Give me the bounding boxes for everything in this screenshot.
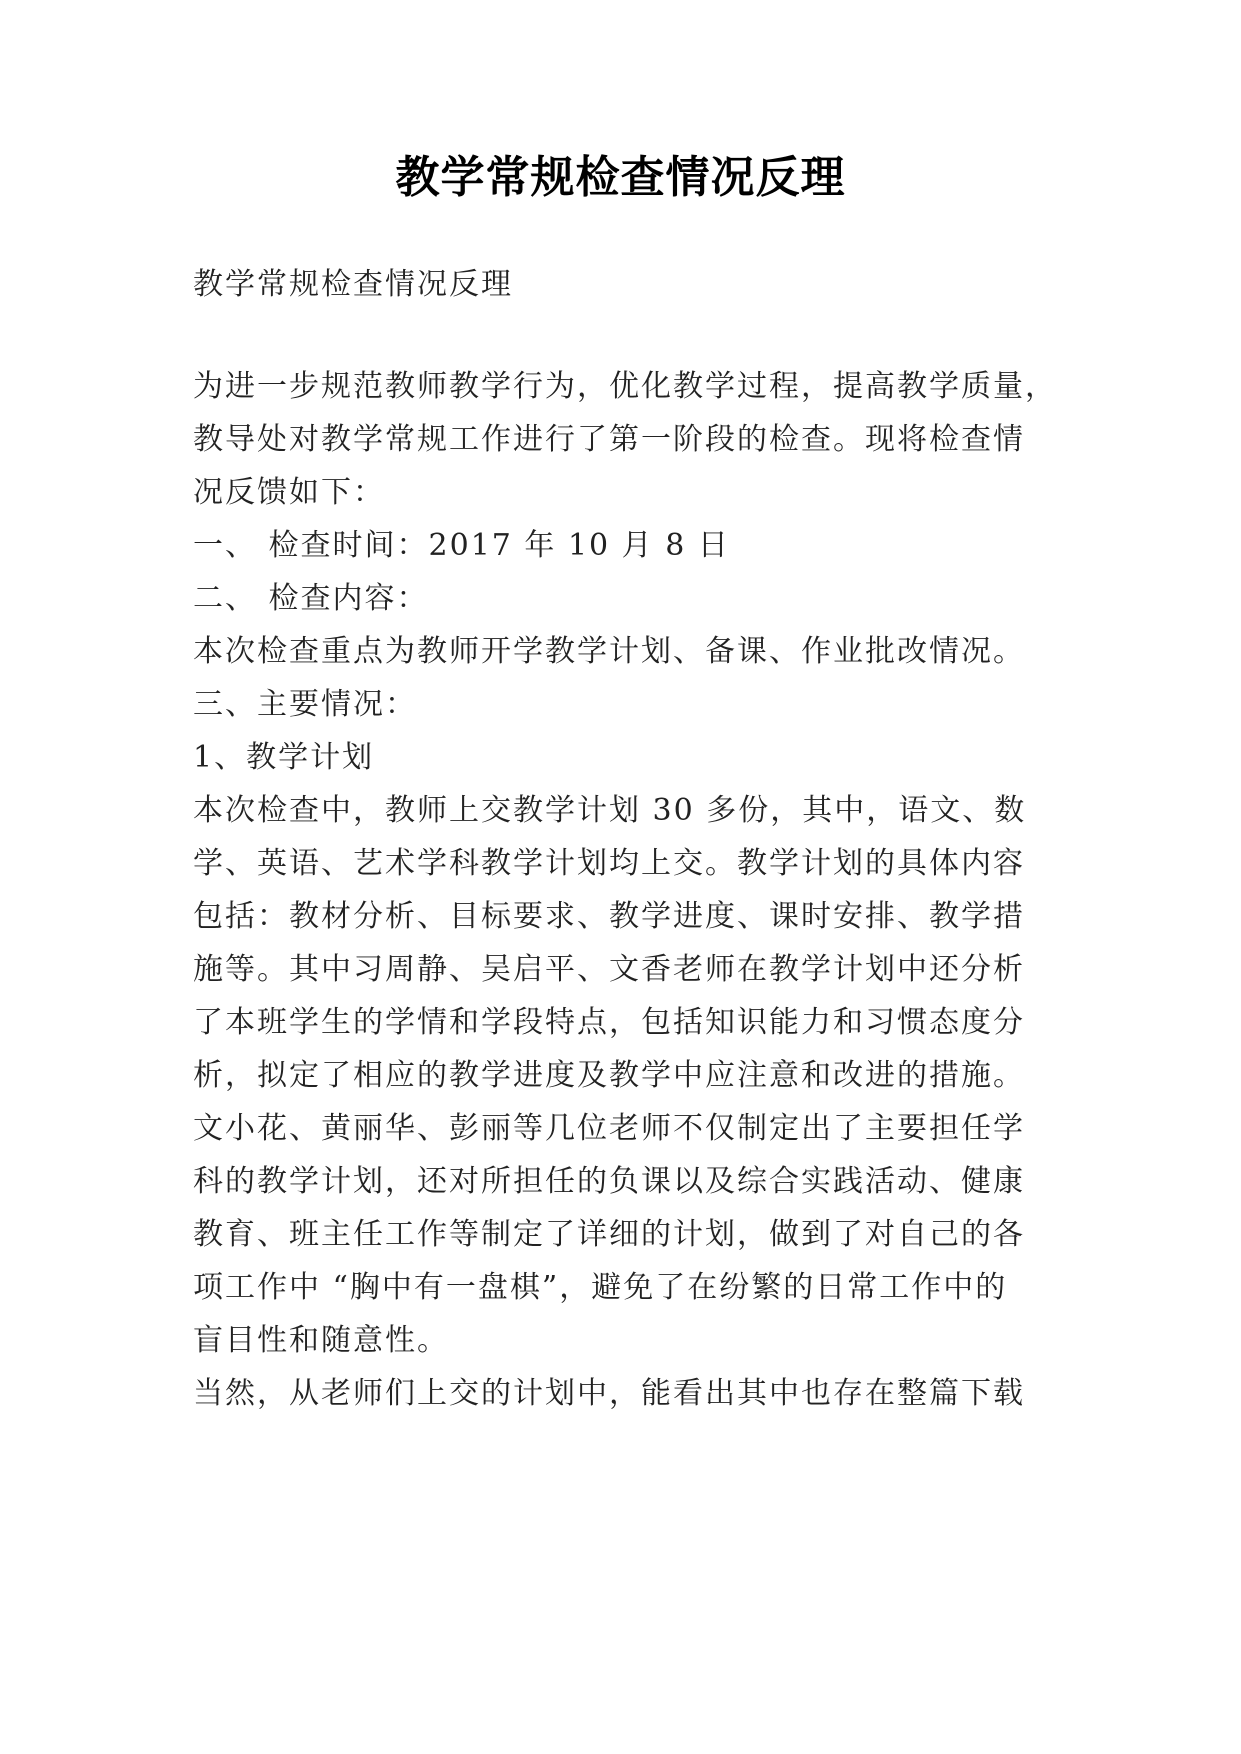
body-line: 施等。其中习周静、吴启平、文香老师在教学计划中还分析: [193, 952, 1025, 987]
body-line: 析，拟定了相应的教学进度及教学中应注意和改进的措施。: [193, 1058, 1025, 1093]
body-line: 学、英语、艺术学科教学计划均上交。教学计划的具体内容: [193, 846, 1025, 881]
body-line: 盲目性和随意性。: [193, 1323, 449, 1358]
document-subtitle: 教学常规检查情况反理: [193, 267, 513, 302]
document-title: 教学常规检查情况反理: [395, 152, 846, 203]
body-line: 项工作中 “胸中有一盘棋”，避免了在纷繁的日常工作中的: [193, 1270, 1008, 1305]
body-line: 科的教学计划，还对所担任的负课以及综合实践活动、健康: [193, 1164, 1025, 1199]
body-line: 包括：教材分析、目标要求、教学进度、课时安排、教学措: [193, 899, 1025, 934]
body-line: 况反馈如下：: [193, 475, 385, 510]
body-line: 本次检查重点为教师开学教学计划、备课、作业批改情况。: [193, 634, 1025, 669]
body-line: 为进一步规范教师教学行为，优化教学过程，提高教学质量，: [193, 369, 1057, 404]
body-line: 教导处对教学常规工作进行了第一阶段的检查。现将检查情: [193, 422, 1025, 457]
subsection-heading: 1、教学计划: [193, 740, 375, 775]
body-line: 教育、班主任工作等制定了详细的计划，做到了对自己的各: [193, 1217, 1025, 1252]
body-line: 了本班学生的学情和学段特点，包括知识能力和习惯态度分: [193, 1005, 1025, 1040]
section-heading: 二、 检查内容：: [193, 581, 429, 616]
body-line: 当然，从老师们上交的计划中，能看出其中也存在整篇下载: [193, 1376, 1025, 1411]
section-heading: 一、 检查时间：2017 年 10 月 8 日: [193, 528, 730, 563]
body-line: 文小花、黄丽华、彭丽等几位老师不仅制定出了主要担任学: [193, 1111, 1025, 1146]
body-line: 本次检查中，教师上交教学计划 30 多份，其中，语文、数: [193, 793, 1027, 828]
section-heading: 三、主要情况：: [193, 687, 417, 722]
